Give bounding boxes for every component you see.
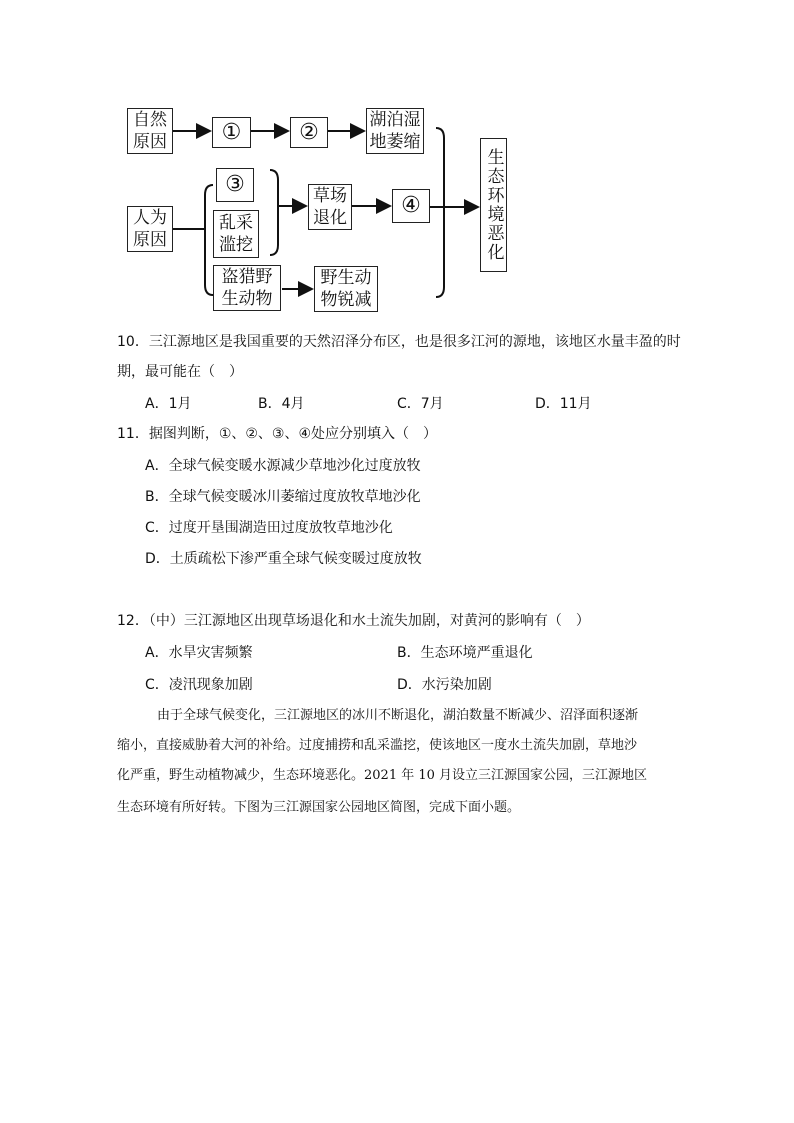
- q11-option-b: B．全球气候变暖冰川萎缩过度放牧草地沙化: [145, 489, 421, 505]
- q12-option-d: D．水污染加剧: [397, 677, 492, 693]
- passage-line-2: 缩小，直接威胁着大河的补给。过度捕捞和乱采滥挖，使该地区一度水土流失加剧，草地沙: [117, 738, 638, 753]
- q10-option-b: B．4月: [258, 396, 305, 412]
- grassland-degradation-box: 草场 退化: [308, 184, 352, 230]
- q10-option-c: C．7月: [397, 396, 444, 412]
- q11-option-d: D．土质疏松下渗严重全球气候变暖过度放牧: [145, 551, 422, 567]
- human-cause-brace: [205, 185, 213, 295]
- blank-1-box: ①: [212, 117, 251, 148]
- blank-4-box: ④: [392, 189, 430, 223]
- ecology-deterioration-box: 生态环境恶化: [480, 138, 507, 272]
- q12-option-c: C．凌汛现象加剧: [145, 677, 253, 693]
- grassland-brace: [270, 170, 278, 255]
- q10-option-d: D．11月: [535, 396, 592, 412]
- q12-option-a: A．水旱灾害频繁: [145, 645, 253, 661]
- q12-option-b: B．生态环境严重退化: [397, 645, 533, 661]
- diagram-arrows: [0, 0, 794, 320]
- passage-line-4: 生态环境有所好转。下图为三江源国家公园地区简图，完成下面小题。: [117, 800, 521, 815]
- q11-stem: 11．据图判断，①、②、③、④处应分别填入（ ）: [117, 426, 438, 442]
- q11-option-c: C．过度开垦围湖造田过度放牧草地沙化: [145, 520, 393, 536]
- passage-line-1: 由于全球气候变化，三江源地区的冰川不断退化，湖泊数量不断减少、沼泽面积逐渐: [157, 708, 639, 723]
- q10-option-a: A．1月: [145, 396, 192, 412]
- wildlife-decline-box: 野生动 物锐减: [314, 266, 378, 312]
- natural-cause-box: 自然 原因: [127, 108, 173, 154]
- q10-stem-line2: 期，最可能在（ ）: [117, 364, 243, 380]
- blank-2-box: ②: [290, 117, 328, 148]
- blank-3-box: ③: [216, 168, 254, 202]
- poaching-box: 盗猎野 生动物: [213, 265, 281, 311]
- wetland-shrink-box: 湖泊湿 地萎缩: [366, 108, 424, 154]
- ecology-brace: [436, 128, 444, 297]
- human-cause-box: 人为 原因: [127, 206, 173, 252]
- q11-option-a: A．全球气候变暖水源减少草地沙化过度放牧: [145, 458, 421, 474]
- passage-line-3: 化严重，野生动植物减少，生态环境恶化。2021 年 10 月设立三江源国家公园，三江源地区: [117, 768, 648, 783]
- logging-box: 乱采 滥挖: [213, 210, 259, 258]
- q10-stem-line1: 10．三江源地区是我国重要的天然沼泽分布区，也是很多江河的源地，该地区水量丰盈的时: [117, 334, 681, 350]
- q12-stem: 12．（中）三江源地区出现草场退化和水土流失加剧，对黄河的影响有（ ）: [117, 613, 590, 629]
